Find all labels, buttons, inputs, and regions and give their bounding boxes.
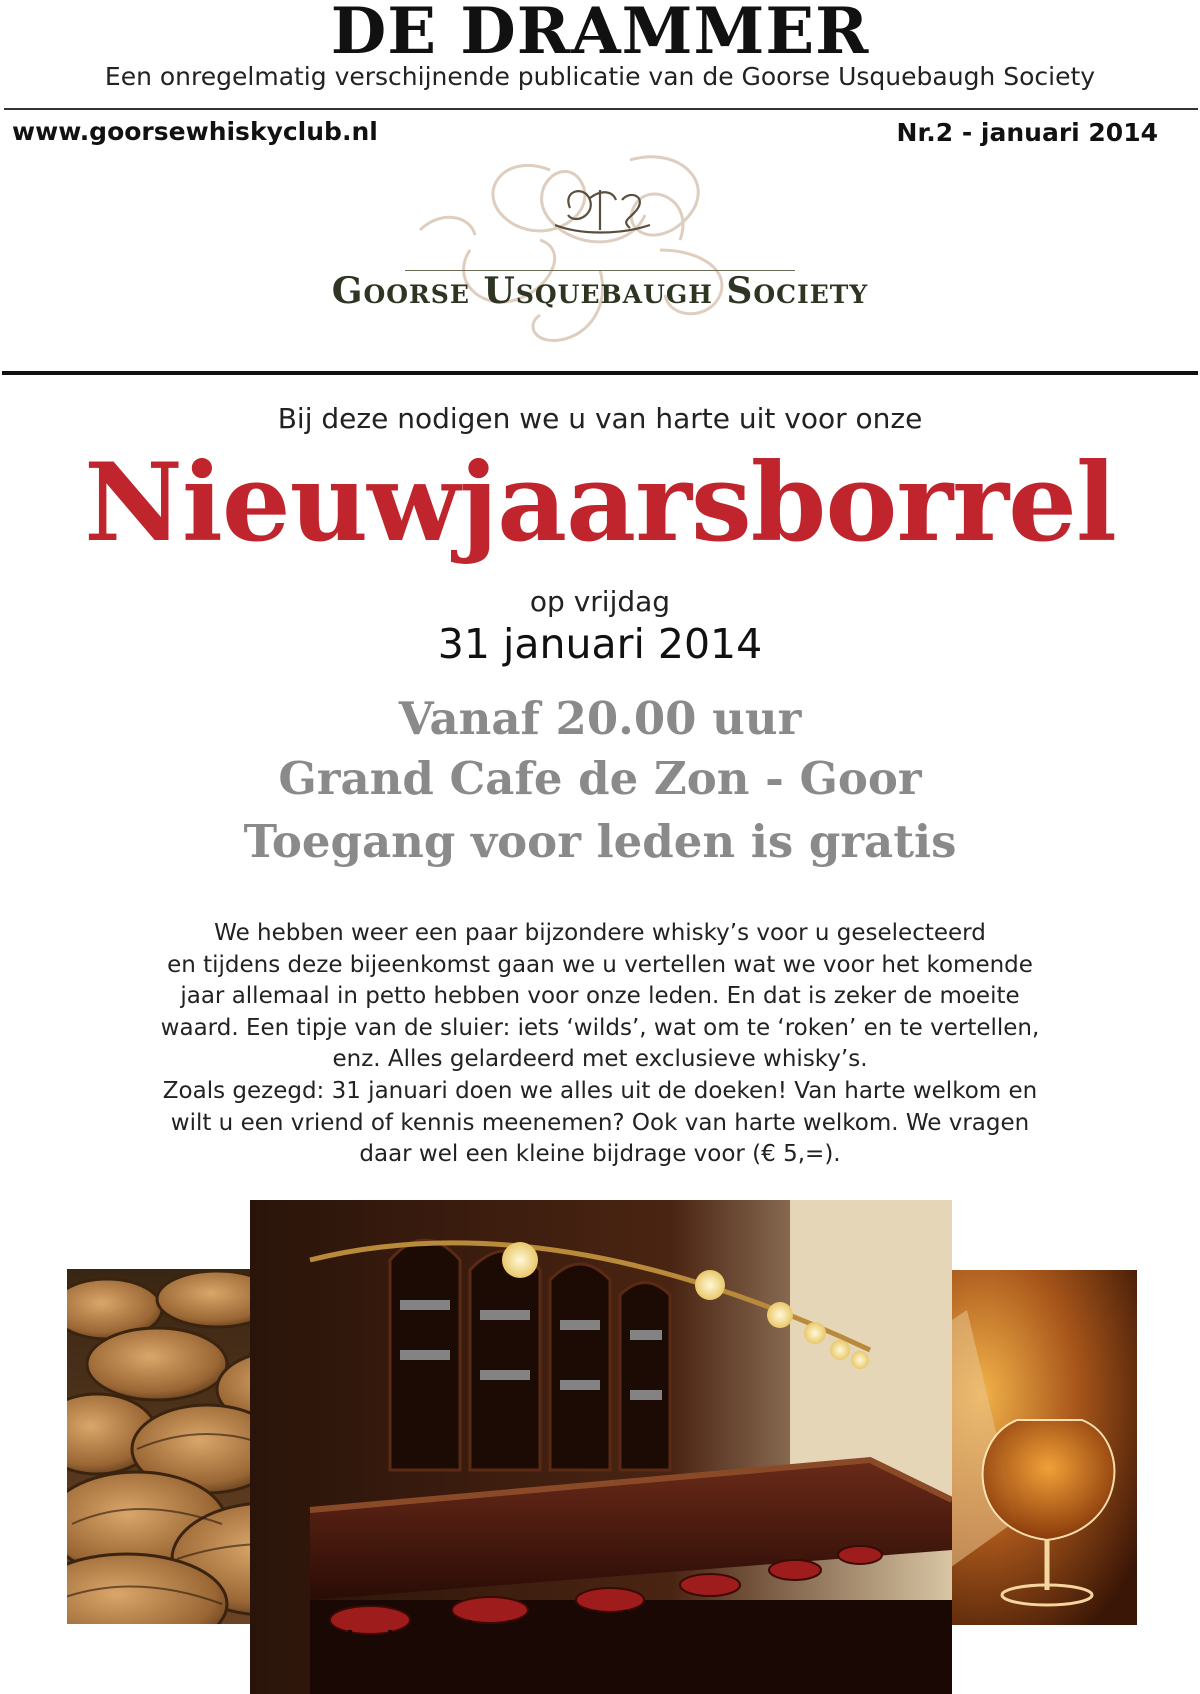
monogram-flourish-icon: [420, 157, 722, 341]
section-divider: [2, 371, 1198, 375]
body-line: We hebben weer een paar bijzondere whisky’s voor u geselecteerd: [214, 920, 986, 946]
event-day: op vrijdag: [529, 585, 671, 618]
bar-interior-photo: [250, 1200, 952, 1694]
issue-number: Nr.2 - januari 2014: [896, 118, 1158, 147]
website-link[interactable]: www.goorsewhiskyclub.nl: [12, 117, 378, 146]
event-date: 31 januari 2014: [437, 620, 763, 668]
body-line: en tijdens deze bijeenkomst gaan we u vertellen wat we voor het komende: [167, 951, 1033, 978]
body-line: enz. Alles gelardeerd met exclusieve whisky’s.: [332, 1046, 868, 1073]
event-admission: Toegang voor leden is gratis: [243, 815, 957, 868]
newsletter-subtitle: Een onregelmatig verschijnende publicatie van de Goorse Usquebaugh Society: [104, 62, 1096, 91]
event-location: Grand Cafe de Zon - Goor: [278, 752, 922, 805]
body-line: wilt u een vriend of kennis meenemen? Ook van harte welkom. We vragen: [170, 1109, 1030, 1136]
newsletter-title: DE DRAMMER: [330, 0, 870, 69]
body-line: jaar allemaal in petto hebben voor onze leden. En dat is zeker de moeite: [180, 983, 1020, 1010]
event-title: Nieuwjaarsborrel: [84, 440, 1116, 566]
invitation-intro: Bij deze nodigen we u van harte uit voor onze: [277, 402, 923, 435]
event-time: Vanaf 20.00 uur: [398, 692, 802, 745]
body-line: Zoals gezegd: 31 januari doen we alles uit de doeken! Van harte welkom en: [162, 1077, 1038, 1104]
body-line: daar wel een kleine bijdrage voor (€ 5,=).: [359, 1141, 841, 1168]
society-name: Goorse Usquebaugh Society: [331, 270, 869, 312]
society-logo: [300, 130, 900, 360]
body-line: waard. Een tipje van de sluier: iets ‘wilds’, wat om te ‘roken’ en te vertellen,: [160, 1014, 1040, 1041]
invitation-body: [130, 918, 1070, 1171]
masthead-divider: [4, 108, 1198, 110]
